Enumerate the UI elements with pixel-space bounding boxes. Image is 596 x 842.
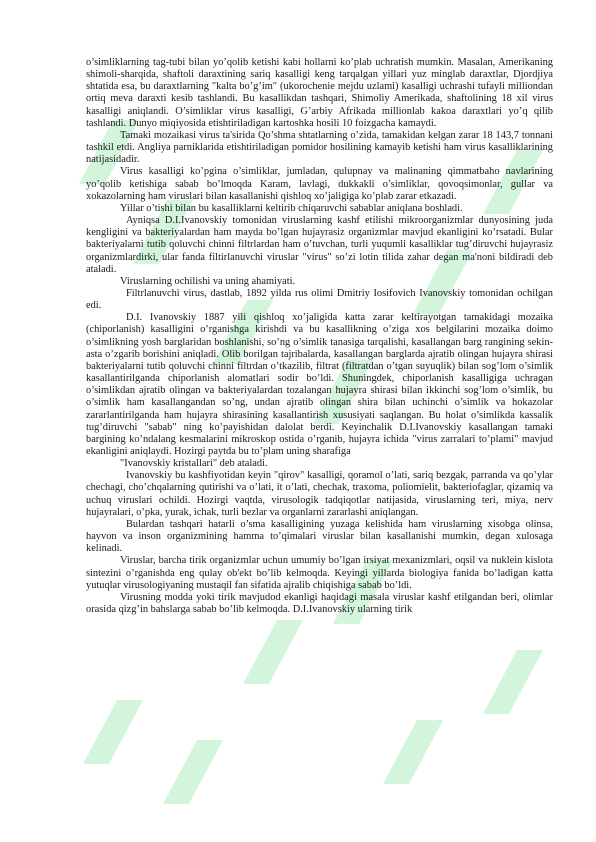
paragraph: "Ivanovskiy kristallari" deb ataladi. <box>120 458 268 470</box>
section-heading: Viruslarning ochilishi va uning ahamiyati. <box>120 275 296 287</box>
watermark-stripe <box>383 720 443 784</box>
paragraph: Bulardan tashqari hatarli o’sma kasalligining yuzaga kelishida ham viruslarning xisobga olinsa, hayvon va inson organizmining hamma to’qimalari viruslar bilan kasallanishi mumkin, degan xulosaga kelinadi. <box>86 518 553 555</box>
paragraph: Tamaki mozaikasi virus ta'sirida Qo’shma shtatlarning o’zida, tamakidan kelgan zarar 18 143,7 tonnani tashkil etdi. Angliya parniklarida etishtiriladigan pomidor hosilining kamayib ketishi ham virus kasalliklarining natijasidadir. <box>86 129 553 166</box>
paragraph: D.I. Ivanovskiy 1887 yili qishloq xo’jaligida katta zarar keltirayotgan tamakidagi mozaika (chiporlanish) kasalligini o’rganishga kirishdi va bu kasallikning o’ziga xos belgilarini mozaika doimo o’simlikning yosh barglaridan boshlanishi, so’ng o’simlik tanasiga tarqalishi, kasallangan barg rangining sekin-asta o’zgarib borishini aniqladi. Olib borilgan tajribalarda, kasallangan barglarda ajratib olingan hujayra shirasi bakteriyalarni tutib qoluvchi chinni filtrdan o’tkazilib, filtrat (filtratdan o’tgan suyuqlik) bilan sog’lom o’simlik kasallantirilganda chiporlanish alomatlari sodir bo’ldi. Shuningdek, chiporlanish kasalligiga uchragan o’simlikdan ajratib olingan va bakteriyalardan tozalangan hujayra shirasi bilan ikkinchi sog’lom o’simlik, bu o’simlik ham kasallangandan so’ng, undan ajratib olingan shira bilan uchinchi o’simlik va hokazolar zararlantirilganda ham hujayra shirasining kasallantirish xususiyati saqlangan. Bu holat o’simlikda kassalik tug’diruvchi "sabab" ning ko’payishidan dalolat berdi. Keyinchalik D.I.Ivanovskiy kasallangan tamaki bargining ko’ndalang kesmalarini mikroskop ostida o’rganib, hujayra ichida "virus zarralari to’plami" mavjud ekanligini aniqlaydi. Hozirgi paytda bu to’plam uning sharafiga <box>86 312 553 457</box>
watermark-stripe <box>483 650 543 714</box>
paragraph: Ayniqsa D.I.Ivanovskiy tomonidan viruslarning kashf etilishi mikroorganizmlar dunyosining juda kengligini va bakteriyalardan ham mayda bo’lgan hujayrasiz organizmlar mavjud ekanligini ko’rsatadi. Bular bakteriyalarni tutib qoluvchi chinni filtrlardan ham o’tuvchan, turli yuqumli kasalliklar tug’diruvchi hujayrasiz organizmlardirki, ular fanda filtirlanuvchi viruslar "virus" so’zi lotin tilida zahar degan ma'noni bildiradi deb ataladi. <box>86 215 553 275</box>
paragraph: Virus kasalligi ko’pgina o’simliklar, jumladan, qulupnay va malinaning qimmatbaho navlarining yo’qolib ketishiga sabab bo’lmoqda Karam, lavlagi, dukkakli o’simliklar, qovoqsimonlar, gullar va xokazolarning ham viruslari bilan kasallanishi qishloq xo’jaligiga ko’plab zarar etkazadi. <box>86 166 553 202</box>
paragraph: Virusning modda yoki tirik mavjudod ekanligi haqidagi masala viruslar kashf etilgandan beri, olimlar orasida qizg’in bahslarga sabab bo’lib kelmoqda. D.I.Ivanovskiy ularning tirik <box>86 591 553 616</box>
paragraph: Filtrlanuvchi virus, dastlab, 1892 yilda rus olimi Dmitriy Iosifovich Ivanovskiy tomonidan ochilgan edi. <box>86 287 553 312</box>
watermark-stripe <box>163 740 223 804</box>
paragraph: Yillar o’tishi bilan bu kasalliklarni keltirib chiqaruvchi sabablar aniqlana boshladi. <box>120 202 463 214</box>
paragraph: o’simliklarning tag-tubi bilan yo’qolib ketishi kabi hollarni ko’plab uchratish mumkin. Masalan, Amerikaning shimoli-sharqida, shaftoli daraxtining sariq kasalligi keng tarqalgan yillari yuz minglab daraxtlar, Djordjiya shtatida esa, bu daraxtlarning "kalta bo’g’im" (ukorochenie mejdu uzlami) kasalligi uchrashi tufayli milliondan ortiq meva daraxti kesib tashlandi. Bu kasallikdan tashqari, Shimoliy Amerikada, shaftolining 18 xil virus kasalligi aniqlandi. O’simliklar virus kasalligi, G’arbiy Afrikada millionlab kakoa daraxtlari yo’q qilib tashlandi. Dunyo miqiyosida etishtiriladigan kartoshka hosili 10 foizgacha kamaydi. <box>86 57 553 129</box>
watermark-stripe <box>243 620 303 684</box>
document-page <box>86 57 553 616</box>
watermark-stripe <box>83 700 143 764</box>
paragraph: Viruslar, barcha tirik organizmlar uchun umumiy bo’lgan irsiyat mexanizmlari, oqsil va nuklein kislota sintezini o’rganishda eng qulay ob'ekt bo’lib kelmoqda. Keyingi yillarda biologiya fanida bo’ladigan katta yutuqlar virusologiyaning mustaqil fan sifatida ajralib chiqishiga sabab bo’ldi. <box>86 555 553 591</box>
paragraph: Ivanovskiy bu kashfiyotidan keyin "qirov" kasalligi, qoramol o’lati, sariq bezgak, parranda va qo’ylar chechagi, cho’chqalarning qutirishi va o’lati, it o’lati, chechak, traxoma, poliomielit, bakteriofaglar, qizamiq va uchuq viruslari ochildi. Hozirgi vaqtda, virusologik tadqiqotlar natijasida, viruslarning teri, miya, nerv hujayralari, o’pka, yurak, ichak, turli bezlar va organlarni zararlashi aniqlangan. <box>86 470 553 518</box>
